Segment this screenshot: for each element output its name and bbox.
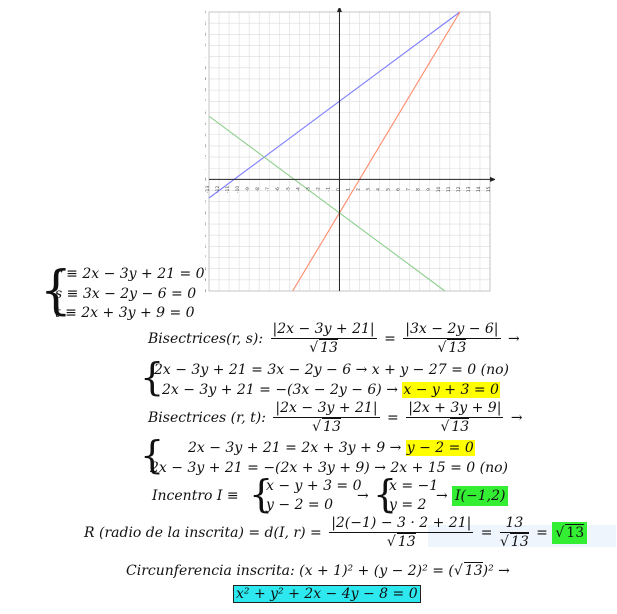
bisectriz-rs-highlight: x − y + 3 = 0: [403, 382, 499, 398]
y-tick-label: [205, 199, 206, 205]
radio-result-value: 13: [566, 525, 585, 541]
x-tick-label: -5: [286, 187, 292, 192]
x-tick-label: -9: [246, 187, 252, 192]
x-tick-label: 9: [426, 187, 432, 191]
incentro-brace-2: {: [373, 472, 398, 516]
y-tick-label: [205, 266, 206, 272]
incentro-sol1: x = −1: [389, 478, 439, 494]
grid-lines: [209, 12, 490, 291]
incentro-eq2: y − 2 = 0: [266, 497, 333, 513]
radio-formula: R (radio de la inscrita) = d(I, r) = $\frac{|2(-1) - 3 \cdot 2 + 21|}{√ 13}$ = $\frac{13}{√ 13}$ = √ 13: [84, 515, 587, 551]
x-tick-label: 7: [406, 187, 412, 191]
bis-rt-numerator-r: |2x − 3y + 21|: [275, 400, 378, 416]
line-t-equation: t ≡ 2x + 3y + 9 = 0: [55, 305, 195, 321]
bisectrices-rs-formula: Bisectrices(r, s): $\frac{|2x - 3y + 21|}{√ 13}$ = $\frac{|3x - 2y - 6|}{√ 13}$ →: [148, 321, 520, 356]
bis-rt-brace: {: [140, 433, 165, 477]
y-tick-label: [205, 188, 206, 194]
incentro-brace-1: {: [249, 472, 274, 516]
y-tick-label: [205, 132, 206, 138]
line-r: [209, 12, 460, 198]
y-tick-label: [205, 222, 206, 228]
x-tick-label: -6: [276, 187, 282, 192]
bisectrices-rs-label: Bisectrices(r, s):: [148, 331, 264, 347]
line-r-equation: r ≡ 2x − 3y + 21 = 0: [55, 266, 205, 282]
y-tick-label: [205, 32, 206, 38]
x-tick-label: 6: [396, 187, 402, 191]
bis-rt-numerator-t: |2x + 3y + 9|: [408, 400, 502, 416]
x-tick-label: 4: [376, 187, 382, 191]
y-tick-label: [205, 210, 206, 216]
tick-labels: [205, 10, 492, 295]
y-tick-label: [205, 99, 206, 105]
circ-eq-sqrt: 13: [464, 563, 483, 579]
y-tick-label: [205, 77, 206, 83]
x-tick-label: 5: [386, 187, 392, 191]
x-tick-label: -4: [296, 187, 302, 192]
bis-rt-arrow: →: [510, 410, 523, 426]
circ-eq-post: )² →: [482, 563, 510, 579]
incentro-result: I(−1,2): [452, 486, 508, 506]
incentro-label: Incentro I ≡: [152, 488, 239, 504]
bis-rs-case2: [162, 382, 500, 398]
bis-rs-case2-text: 2x − 3y + 21 = −(3x − 2y − 6) →: [162, 382, 398, 398]
circunferencia-formula: Circunferencia inscrita: (x + 1)² + (y − 2)² = (√ 13)² →: [126, 563, 510, 579]
x-axis-arrow: [490, 177, 495, 182]
y-tick-label: [205, 65, 206, 71]
bis-rt-denominator-t: 13: [451, 419, 470, 435]
x-tick-label: 11: [446, 186, 452, 193]
y-tick-label: [205, 289, 206, 295]
x-tick-label: -13: [206, 185, 211, 194]
y-tick-label: [205, 155, 206, 161]
x-tick-label: 1: [346, 187, 352, 191]
y-tick-label: [205, 144, 206, 150]
x-tick-label: -10: [236, 185, 242, 194]
plotted-lines: [209, 12, 460, 291]
radio-numerator: |2(−1) − 3 · 2 + 21|: [331, 515, 472, 531]
line-s-equation: s ≡ 3x − 2y − 6 = 0: [55, 286, 197, 302]
bis-rs-numerator-s: |3x − 2y − 6|: [405, 321, 499, 337]
bis-rt-case2: 2x − 3y + 21 = −(2x + 3y + 9) → 2x + 15 = 0 (no): [150, 460, 509, 476]
y-tick-label: [205, 121, 206, 127]
y-tick-label: [205, 177, 206, 183]
x-tick-label: -11: [226, 185, 232, 194]
incentro-arrow-2: →: [436, 488, 448, 504]
bis-rt-denominator-r: 13: [323, 419, 341, 435]
y-tick-label: [205, 255, 206, 261]
bis-rt-case1-text: 2x − 3y + 21 = 2x + 3y + 9 →: [188, 440, 402, 456]
y-tick-label: [205, 244, 206, 250]
x-tick-label: -2: [316, 187, 322, 192]
radio-result: √ 13: [552, 522, 587, 544]
circunferencia-final-equation: x² + y² + 2x − 4y − 8 = 0: [233, 585, 421, 603]
bisectriz-rt-highlight: y − 2 = 0: [406, 440, 474, 456]
axes: [209, 8, 495, 291]
x-tick-label: 10: [436, 186, 442, 193]
y-tick-label: [205, 277, 206, 283]
y-tick-label: [205, 110, 206, 116]
y-tick-label: [205, 10, 206, 16]
bis-rt-case1: [188, 440, 475, 456]
x-tick-label: 15: [487, 186, 492, 193]
radio-denominator: 13: [397, 534, 416, 550]
x-tick-label: 3: [366, 187, 372, 191]
bis-rs-numerator-r: |2x − 3y + 21|: [272, 321, 375, 337]
radio-numerator-2: 13: [500, 515, 529, 533]
x-tick-label: -7: [266, 187, 272, 192]
y-tick-label: [205, 54, 206, 60]
bis-rs-denominator-r: 13: [320, 340, 338, 356]
bis-rs-denominator-s: 13: [448, 340, 467, 356]
bisectrices-rt-formula: Bisectrices (r, t): $\frac{|2x - 3y + 21|}{√ 13}$ = $\frac{|2x + 3y + 9|}{√ 13}$ →: [148, 400, 523, 435]
bisectrices-rt-label: Bisectrices (r, t):: [148, 410, 266, 426]
bis-rs-brace: {: [140, 355, 165, 399]
x-tick-label: 12: [456, 186, 462, 193]
x-tick-label: -1: [326, 187, 332, 192]
coordinate-graph: [205, 8, 495, 298]
x-tick-label: 0: [336, 187, 342, 191]
y-tick-label: [205, 166, 206, 172]
incentro-eq1: x − y + 3 = 0: [266, 478, 362, 494]
x-tick-label: 14: [476, 186, 482, 193]
x-tick-label: 13: [466, 186, 472, 193]
y-tick-label: [205, 88, 206, 94]
line-s: [293, 12, 460, 291]
y-axis-arrow: [337, 8, 342, 12]
radio-label: R (radio de la inscrita) = d(I, r) =: [84, 525, 322, 541]
circ-label: Circunferencia inscrita:: [126, 563, 295, 579]
incentro-arrow-1: →: [357, 488, 369, 504]
bis-rs-case1: 2x − 3y + 21 = 3x − 2y − 6 → x + y − 27 = 0 (no): [154, 362, 509, 378]
x-tick-label: 8: [416, 187, 422, 191]
y-tick-label: [205, 233, 206, 239]
incentro-sol2: y = 2: [389, 497, 427, 513]
system-brace: {: [40, 259, 72, 321]
y-tick-label: [205, 21, 206, 27]
x-tick-label: 2: [356, 187, 362, 191]
x-tick-label: -3: [306, 187, 312, 192]
x-tick-label: -12: [216, 185, 222, 194]
circ-eq-pre: (x + 1)² + (y − 2)² = (: [299, 563, 454, 579]
radio-denominator-2: 13: [510, 534, 529, 550]
x-tick-label: -8: [256, 187, 262, 192]
y-tick-label: [205, 43, 206, 49]
bis-rs-arrow: →: [507, 331, 520, 347]
